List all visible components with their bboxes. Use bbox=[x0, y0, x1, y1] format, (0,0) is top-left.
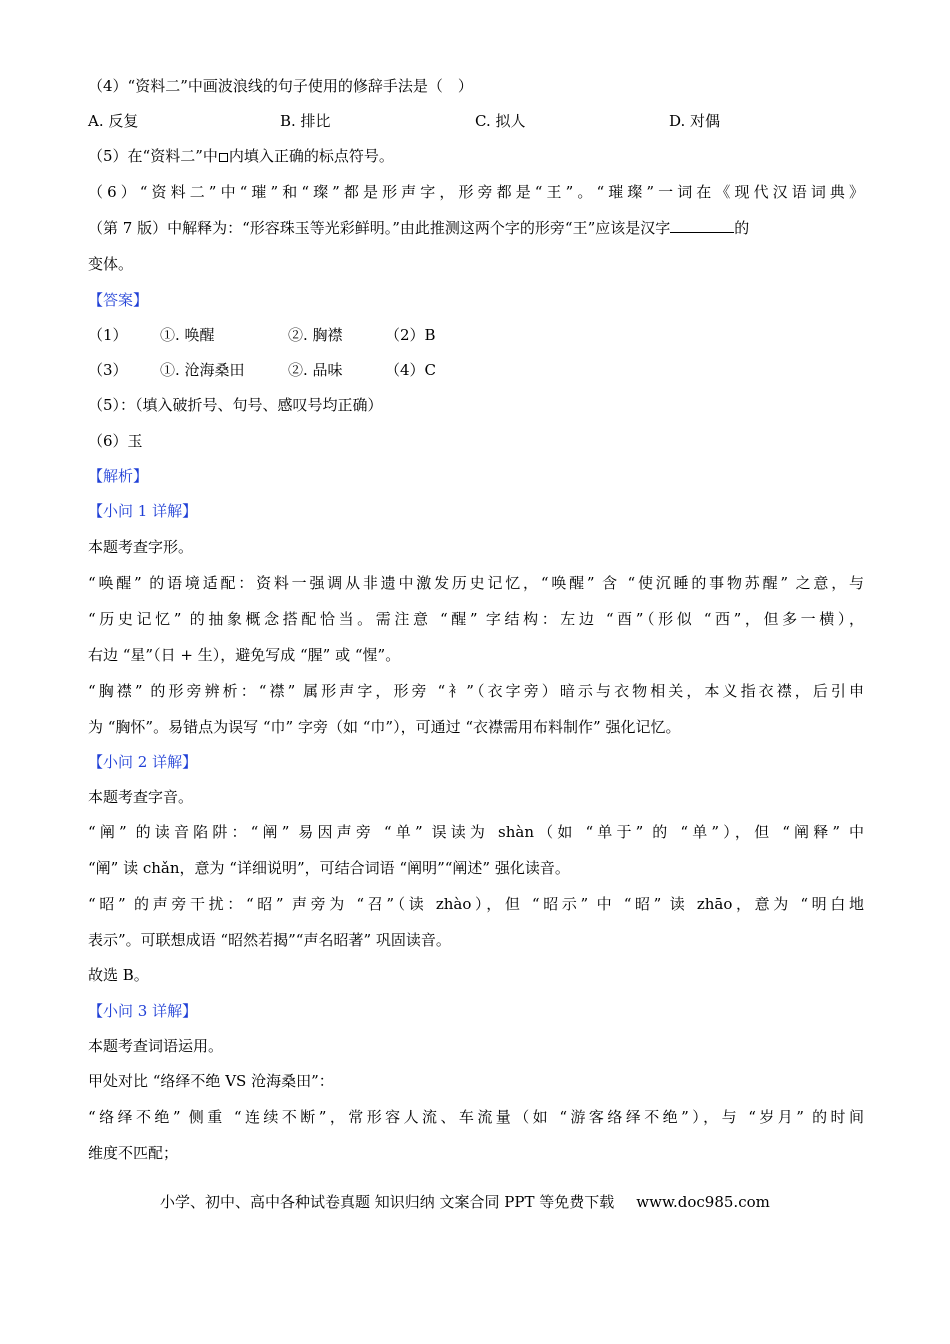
footer-text: 小学、初中、高中各种试卷真题 知识归纳 文案合同 PPT 等免费下载 bbox=[160, 1193, 615, 1211]
option-a: A. 反复 bbox=[88, 112, 139, 130]
question-6-line-1: （6）“资料二”中“璀”和“璨”都是形声字，形旁都是“王”。“璀璨”一词在《现代汉语词典》 bbox=[88, 183, 864, 201]
paragraph-line: 故选 B。 bbox=[88, 966, 149, 984]
sub-question-2-intro: 本题考查字音。 bbox=[88, 788, 194, 806]
answer-row-2: （3） ①. 沧海桑田 ②. 品味 （4）C bbox=[88, 361, 437, 379]
paragraph-line: “阐” 的读音陷阱：“阐” 易因声旁 “单” 误读为 shàn（如 “单于” 的 “单”），但 “阐释” 中 bbox=[88, 823, 864, 841]
question-4-stem: （4）“资料二”中画波浪线的句子使用的修辞手法是（ ） bbox=[88, 77, 473, 95]
fill-blank bbox=[670, 218, 734, 233]
page-footer bbox=[160, 1191, 770, 1212]
sub-question-1-heading: 【小问 1 详解】 bbox=[88, 502, 198, 520]
sub-question-3-intro: 本题考查词语运用。 bbox=[88, 1037, 224, 1055]
paragraph-line: 为 “胸怀”。易错点为误写 “巾” 字旁（如 “巾”），可通过 “衣襟需用布料制作” 强化记忆。 bbox=[88, 718, 681, 736]
answer-row-3: （5）：（填入破折号、句号、感叹号均正确） bbox=[88, 396, 383, 414]
paragraph-line: “昭” 的声旁干扰：“昭” 声旁为 “召”（读 zhào），但 “昭示” 中 “昭” 读 zhāo，意为 “明白地 bbox=[88, 895, 864, 913]
analysis-heading: 【解析】 bbox=[88, 467, 149, 485]
answer-row-1: （1） ①. 唤醒 ②. 胸襟 （2）B bbox=[88, 326, 436, 344]
sub-question-1-intro: 本题考查字形。 bbox=[88, 538, 194, 556]
paragraph-line: “阐” 读 chǎn，意为 “详细说明”，可结合词语 “阐明”“阐述” 强化读音。 bbox=[88, 859, 570, 877]
answer-heading: 【答案】 bbox=[88, 291, 149, 309]
paragraph-line: “胸襟” 的形旁辨析：“襟” 属形声字，形旁 “衤”（衣字旁）暗示与衣物相关，本义指衣襟，后引申 bbox=[88, 682, 864, 700]
question-6-line-2: （第 7 版）中解释为：“形容珠玉等光彩鲜明。”由此推测这两个字的形旁“王”应该是汉字 的 bbox=[88, 219, 750, 237]
question-6-line-3: 变体。 bbox=[88, 255, 134, 273]
paragraph-line: 表示”。可联想成语 “昭然若揭”“声名昭著” 巩固读音。 bbox=[88, 931, 451, 949]
question-4-options bbox=[88, 111, 868, 131]
paragraph-line: “唤醒” 的语境适配：资料一强调从非遗中激发历史记忆，“唤醒” 含 “使沉睡的事物苏醒” 之意，与 bbox=[88, 574, 864, 592]
option-b: B. 排比 bbox=[280, 112, 331, 130]
sub-question-2-heading: 【小问 2 详解】 bbox=[88, 753, 198, 771]
sub-question-3-heading: 【小问 3 详解】 bbox=[88, 1002, 198, 1020]
paragraph-line: 右边 “星”（日 + 生），避免写成 “腥” 或 “惺”。 bbox=[88, 646, 401, 664]
option-c: C. 拟人 bbox=[475, 112, 526, 130]
paragraph-line: “络绎不绝” 侧重 “连续不断”，常形容人流、车流量（如 “游客络绎不绝”），与 “岁月” 的时间 bbox=[88, 1108, 864, 1126]
option-d: D. 对偶 bbox=[669, 112, 721, 130]
footer-url[interactable]: www.doc985.com bbox=[636, 1193, 770, 1211]
blank-box bbox=[219, 153, 228, 162]
paragraph-line: “历史记忆” 的抽象概念搭配恰当。需注意 “醒” 字结构：左边 “酉”（形似 “西”，但多一横）， bbox=[88, 610, 864, 628]
answer-row-4: （6）玉 bbox=[88, 432, 143, 450]
paragraph-line: 甲处对比 “络绎不绝 VS 沧海桑田”： bbox=[88, 1072, 334, 1090]
paragraph-line: 维度不匹配； bbox=[88, 1144, 179, 1162]
question-5-stem: （5）在“资料二”中 内填入正确的标点符号。 bbox=[88, 147, 394, 165]
